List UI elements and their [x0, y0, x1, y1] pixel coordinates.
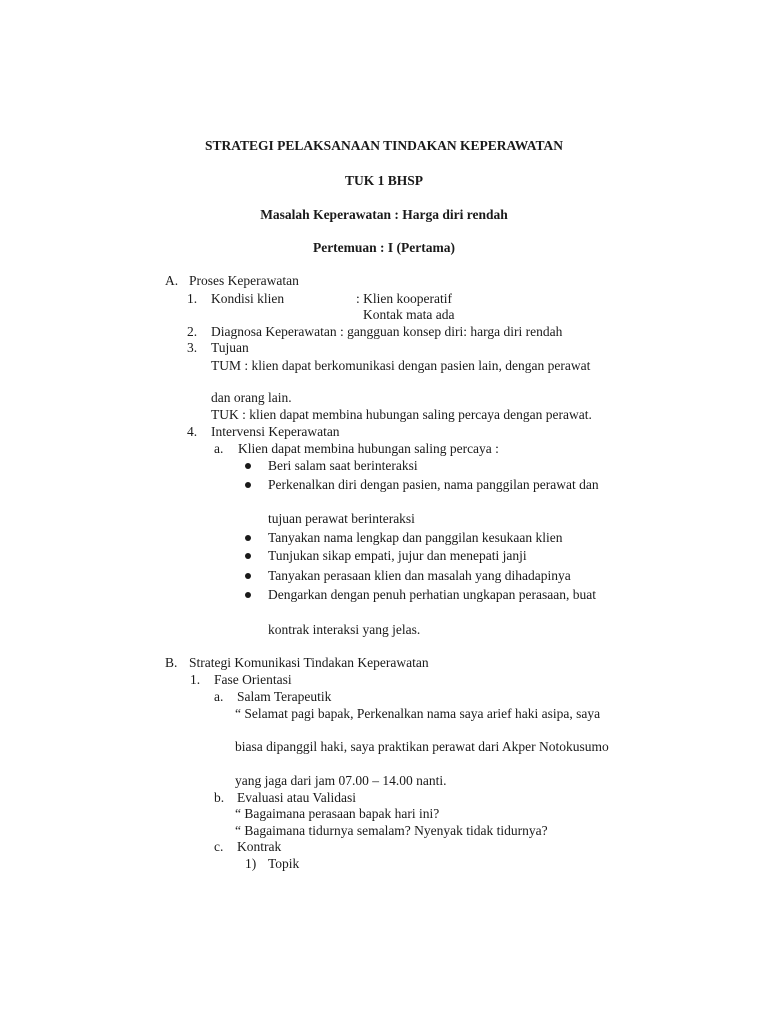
bullet-item: Beri salam saat berinteraksi	[268, 458, 418, 473]
tuk-line: TUK : klien dapat membina hubungan saling percaya dengan perawat.	[211, 407, 592, 422]
item-4-number: 4.	[187, 424, 198, 439]
section-b-heading: Strategi Komunikasi Tindakan Keperawatan	[189, 655, 429, 670]
b-a-marker: a.	[214, 689, 224, 704]
bullet-item: Tunjukan sikap empati, jujur dan menepati janji	[268, 548, 527, 563]
item-1-number: 1.	[187, 291, 198, 306]
doc-problem: Masalah Keperawatan : Harga diri rendah	[260, 207, 508, 222]
doc-title: STRATEGI PELAKSANAAN TINDAKAN KEPERAWATAN	[205, 138, 563, 153]
bullet-dot-icon	[245, 553, 251, 559]
greeting-line-2: biasa dipanggil haki, saya praktikan perawat dari Akper Notokusumo	[235, 739, 609, 754]
bullet-item: Tanyakan perasaan klien dan masalah yang dihadapinya	[268, 568, 571, 583]
bullet-dot-icon	[245, 482, 251, 488]
section-a-marker: A.	[165, 273, 179, 288]
item-1-value-2: Kontak mata ada	[363, 307, 455, 322]
bullet-item: Tanyakan nama lengkap dan panggilan kesukaan klien	[268, 530, 563, 545]
bullet-item: Dengarkan dengan penuh perhatian ungkapan perasaan, buat	[268, 587, 596, 602]
bullet-item-continuation: kontrak interaksi yang jelas.	[268, 622, 421, 637]
item-4-label: Intervensi Keperawatan	[211, 424, 340, 439]
tum-line-1: TUM : klien dapat berkomunikasi dengan pasien lain, dengan perawat	[211, 358, 591, 373]
doc-subtitle: TUK 1 BHSP	[344, 173, 423, 188]
phase-number: 1.	[190, 672, 201, 687]
item-3-label: Tujuan	[211, 340, 249, 355]
b-c-marker: c.	[214, 839, 224, 854]
b-b-marker: b.	[214, 790, 225, 805]
section-b-marker: B.	[165, 655, 178, 670]
tum-line-2: dan orang lain.	[211, 390, 292, 405]
bullet-dot-icon	[245, 573, 251, 579]
item-1-label: Kondisi klien	[211, 291, 285, 306]
bullet-dot-icon	[245, 535, 251, 541]
item-4a-label: Klien dapat membina hubungan saling percaya :	[238, 441, 499, 456]
validation-question-1: “ Bagaimana perasaan bapak hari ini?	[235, 806, 440, 821]
item-2-text: Diagnosa Keperawatan : gangguan konsep diri: harga diri rendah	[211, 324, 563, 339]
b-c-label: Kontrak	[237, 839, 282, 854]
topic-number: 1)	[245, 856, 257, 871]
b-b-label: Evaluasi atau Validasi	[237, 790, 356, 805]
item-3-number: 3.	[187, 340, 198, 355]
validation-question-2: “ Bagaimana tidurnya semalam? Nyenyak tidak tidurnya?	[235, 823, 548, 838]
greeting-line-1: “ Selamat pagi bapak, Perkenalkan nama saya arief haki asipa, saya	[235, 706, 601, 721]
bullet-dot-icon	[245, 463, 251, 469]
topic-label: Topik	[268, 856, 300, 871]
bullet-item: Perkenalkan diri dengan pasien, nama panggilan perawat dan	[268, 477, 599, 492]
phase-label: Fase Orientasi	[214, 672, 292, 687]
item-2-number: 2.	[187, 324, 198, 339]
section-a-heading: Proses Keperawatan	[189, 273, 299, 288]
item-1-value-1: : Klien kooperatif	[356, 291, 452, 306]
bullet-item-continuation: tujuan perawat berinteraksi	[268, 511, 415, 526]
doc-meeting: Pertemuan : I (Pertama)	[312, 240, 456, 255]
item-4a-marker: a.	[214, 441, 224, 456]
b-a-label: Salam Terapeutik	[237, 689, 332, 704]
bullet-dot-icon	[245, 592, 251, 598]
greeting-line-3: yang jaga dari jam 07.00 – 14.00 nanti.	[235, 773, 447, 788]
